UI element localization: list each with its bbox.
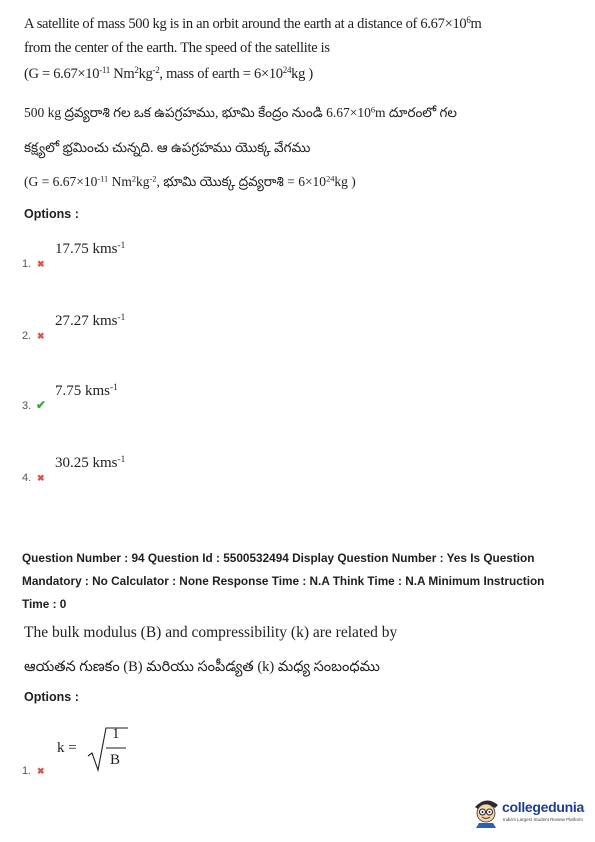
check-icon: ✔	[36, 398, 47, 412]
option-number: 1.	[22, 258, 32, 270]
option-value: 30.25 kms$^{-1}$	[55, 454, 126, 471]
option-1[interactable]	[22, 722, 222, 782]
option-value: 7.75 kms$^{-1}$	[55, 382, 118, 399]
fraction-numerator: 1	[112, 726, 120, 742]
square-root-symbol	[86, 726, 130, 772]
metadata-line-1: Question Number : 94 Question Id : 5500532494 Display Question Number : Yes Is Question	[22, 551, 535, 565]
option-2[interactable]	[22, 312, 322, 346]
question-stem-telugu-line-1: 500 kg ద్రవ్యరాశి గల ఒక ఉపగ్రహము, భూమి కేంద్రం నుండి $6.67\times 10^6m$ దూరంలో గల	[24, 105, 457, 120]
option-number: 1.	[22, 765, 32, 777]
mascot-icon	[471, 796, 501, 828]
wrong-icon: ✖	[37, 259, 45, 269]
metadata-line-2: Mandatory : No Calculator : None Response Time : N.A Think Time : N.A Minimum Instruction	[22, 574, 545, 588]
question-stem-telugu-line-2: కక్ష్యలో భ్రమించు చున్నది. ఆ ఉపగ్రహము యొక్క వేగము	[24, 140, 311, 155]
option-4[interactable]	[22, 454, 322, 488]
options-label: Options :	[24, 690, 79, 704]
question-constants-line: ($G = 6.67\times 10^{-11}$ $Nm^2kg^{-2}$, mass of earth = $6\times 10^{24}kg$ )	[24, 65, 313, 82]
brand-logo	[471, 796, 589, 830]
option-1[interactable]	[22, 240, 322, 274]
option-value: 17.75 kms$^{-1}$	[55, 240, 126, 257]
fraction-denominator: B	[110, 752, 121, 768]
option-number: 4.	[22, 472, 32, 484]
options-label: Options :	[24, 207, 79, 221]
formula-lhs: k =	[57, 740, 77, 756]
metadata-line-3: Time : 0	[22, 597, 67, 611]
option-value: 27.27 kms$^{-1}$	[55, 312, 126, 329]
question-stem-line-2: from the center of the earth. The speed of the satellite is	[24, 40, 330, 56]
brand-tagline: India's Largest Student Review Platform	[503, 817, 583, 822]
question-stem-line-1: A satellite of mass 500 kg is in an orbit around the earth at a distance of $6.67\times 10^6m$	[24, 15, 482, 32]
question-stem: The bulk modulus (B) and compressibility (k) are related by	[24, 624, 398, 641]
question-metadata	[22, 547, 582, 616]
option-number: 3.	[22, 400, 32, 412]
question-stem-telugu: ఆయతన గుణకం (B) మరియు సంపీడ్యత (k) మధ్య సంబంధము	[24, 659, 380, 675]
wrong-icon: ✖	[37, 473, 45, 483]
wrong-icon: ✖	[37, 766, 45, 776]
wrong-icon: ✖	[37, 331, 45, 341]
option-3[interactable]	[22, 382, 322, 416]
brand-name: collegedunia	[502, 799, 584, 815]
question-constants-telugu-line: ($G = 6.67\times 10^{-11}$ $Nm^2kg^{-2}$, భూమి యొక్క ద్రవ్యరాశి = $6\times 10^{24}kg$ )	[24, 174, 356, 189]
option-number: 2.	[22, 330, 32, 342]
